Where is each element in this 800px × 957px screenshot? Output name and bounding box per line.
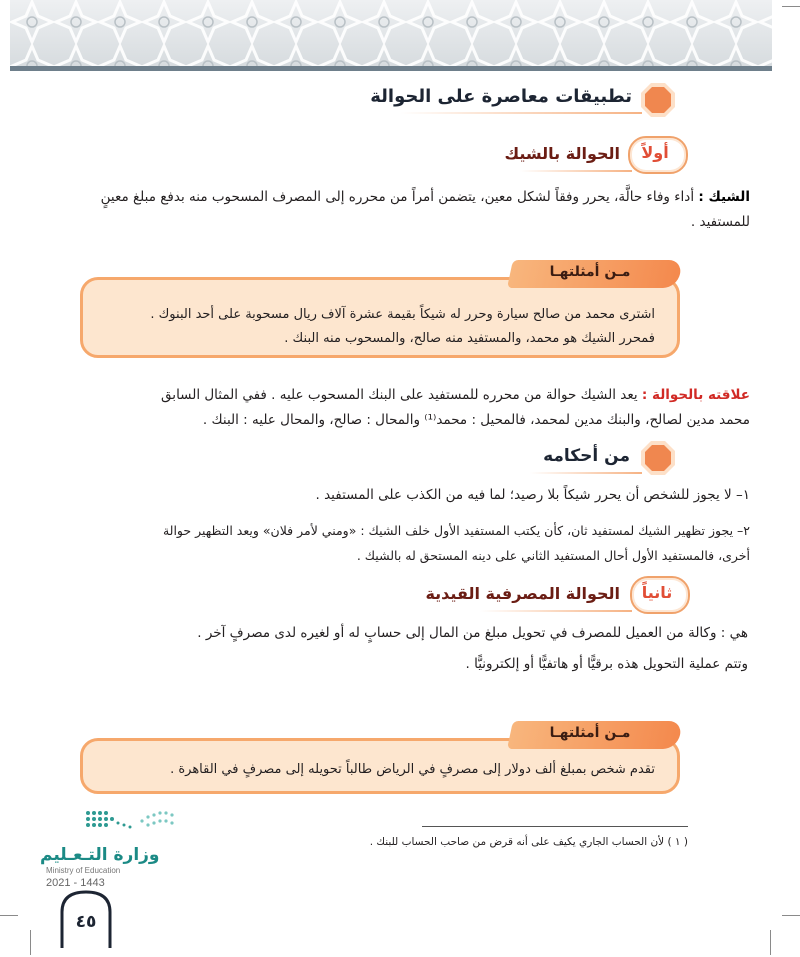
crop-mark [770, 930, 771, 955]
crop-mark [782, 915, 800, 916]
ministry-logo-icon [82, 807, 182, 839]
ministry-name-en: Ministry of Education [46, 866, 121, 875]
ruling-item: ١– لا يجوز للشخص أن يحرر شيكاً بلا رصيد؛ لما فيه من الكذب على المستفيد . [315, 487, 750, 503]
relation-line [60, 383, 750, 408]
section-title: الحوالة بالشيك [504, 144, 620, 163]
definition-text: أداء وفاء حالَّة، يحرر وفقاً لشكل معين، يتضمن أمراً من محرره إلى المصرف المسحوب منه بدفع مبلغ معينٍ للمستفيد . [100, 189, 750, 230]
page-number: ٤٥ [75, 912, 97, 932]
heading-underline [400, 112, 642, 114]
example-line: تقدم شخص بمبلغ ألف دولار إلى مصرفٍ في الرياض طالباً تحويله إلى مصرفٍ في القاهرة . [170, 762, 655, 777]
ruling-item-continuation: أخرى، فالمستفيد الأول أحال المستفيد الثاني على دينه المستحق له بالشيك . [356, 548, 750, 563]
definition-term: الشيك : [698, 189, 750, 205]
section-title: الحوالة المصرفية القيدية [425, 584, 620, 603]
example-tab-label: مـن أمثلتهـا [549, 264, 631, 280]
example-line: فمحرر الشيك هو محمد، والمستفيد منه صالح، والمسحوب منه البنك . [284, 331, 655, 346]
footnote-divider [422, 826, 688, 827]
pattern-ornament [10, 0, 772, 66]
ruling-item: ٢– يجوز تظهير الشيك لمستفيد ثان، كأن يكتب المستفيد الأول خلف الشيك : «ومني لأمر فلان» ويعد التظهير حوالة [162, 523, 750, 538]
ministry-name-ar: وزارة التـعـليم [40, 845, 160, 865]
crop-mark [30, 930, 31, 955]
section2-text: وتتم عملية التحويل هذه برقيًّا أو هاتفيًّا أو إلكترونيًّا . [465, 656, 748, 672]
relation-line-2: محمد مدين لصالح، والبنك مدين لمحمد، فالمحيل : محمد⁽¹⁾ والمحال : صالح، والمحال عليه : البنك . [202, 412, 750, 428]
relation-text: يعد الشيك حوالة من محرره للمستفيد على البنك المسحوب عليه . ففي المثال السابق [161, 387, 638, 403]
section2-definition: هي : وكالة من العميل للمصرف في تحويل مبلغ من المال إلى حسابٍ له أو لغيره لدى مصرفٍ آخر . [197, 625, 748, 641]
section-number: ثانياً [641, 583, 673, 602]
octagon-badge-icon [640, 82, 676, 118]
decorative-banner [10, 0, 772, 66]
crop-mark [0, 915, 18, 916]
example-line: اشترى محمد من صالح سيارة وحرر له شيكاً بقيمة عشرة آلاف ريال مسحوبة على أحد البنوك . [150, 307, 655, 322]
crop-mark [782, 6, 800, 7]
relation-term: علاقته بالحوالة : [641, 387, 750, 403]
edition-year: 2021 - 1443 [46, 877, 105, 889]
heading-underline [530, 472, 642, 474]
example-tab-label: مـن أمثلتهـا [549, 725, 631, 741]
page-title: تطبيقات معاصرة على الحوالة [370, 86, 632, 107]
definition-paragraph [60, 185, 750, 235]
rulings-title: من أحكامه [543, 446, 630, 466]
section-underline [520, 170, 632, 172]
section-number: أولاً [641, 143, 669, 162]
octagon-badge-icon [640, 440, 676, 476]
footnote: ( ١ ) لأن الحساب الجاري يكيف على أنه قرض من صاحب الحساب للبنك . [369, 836, 688, 848]
banner-divider [10, 66, 772, 71]
section-underline [480, 610, 632, 612]
